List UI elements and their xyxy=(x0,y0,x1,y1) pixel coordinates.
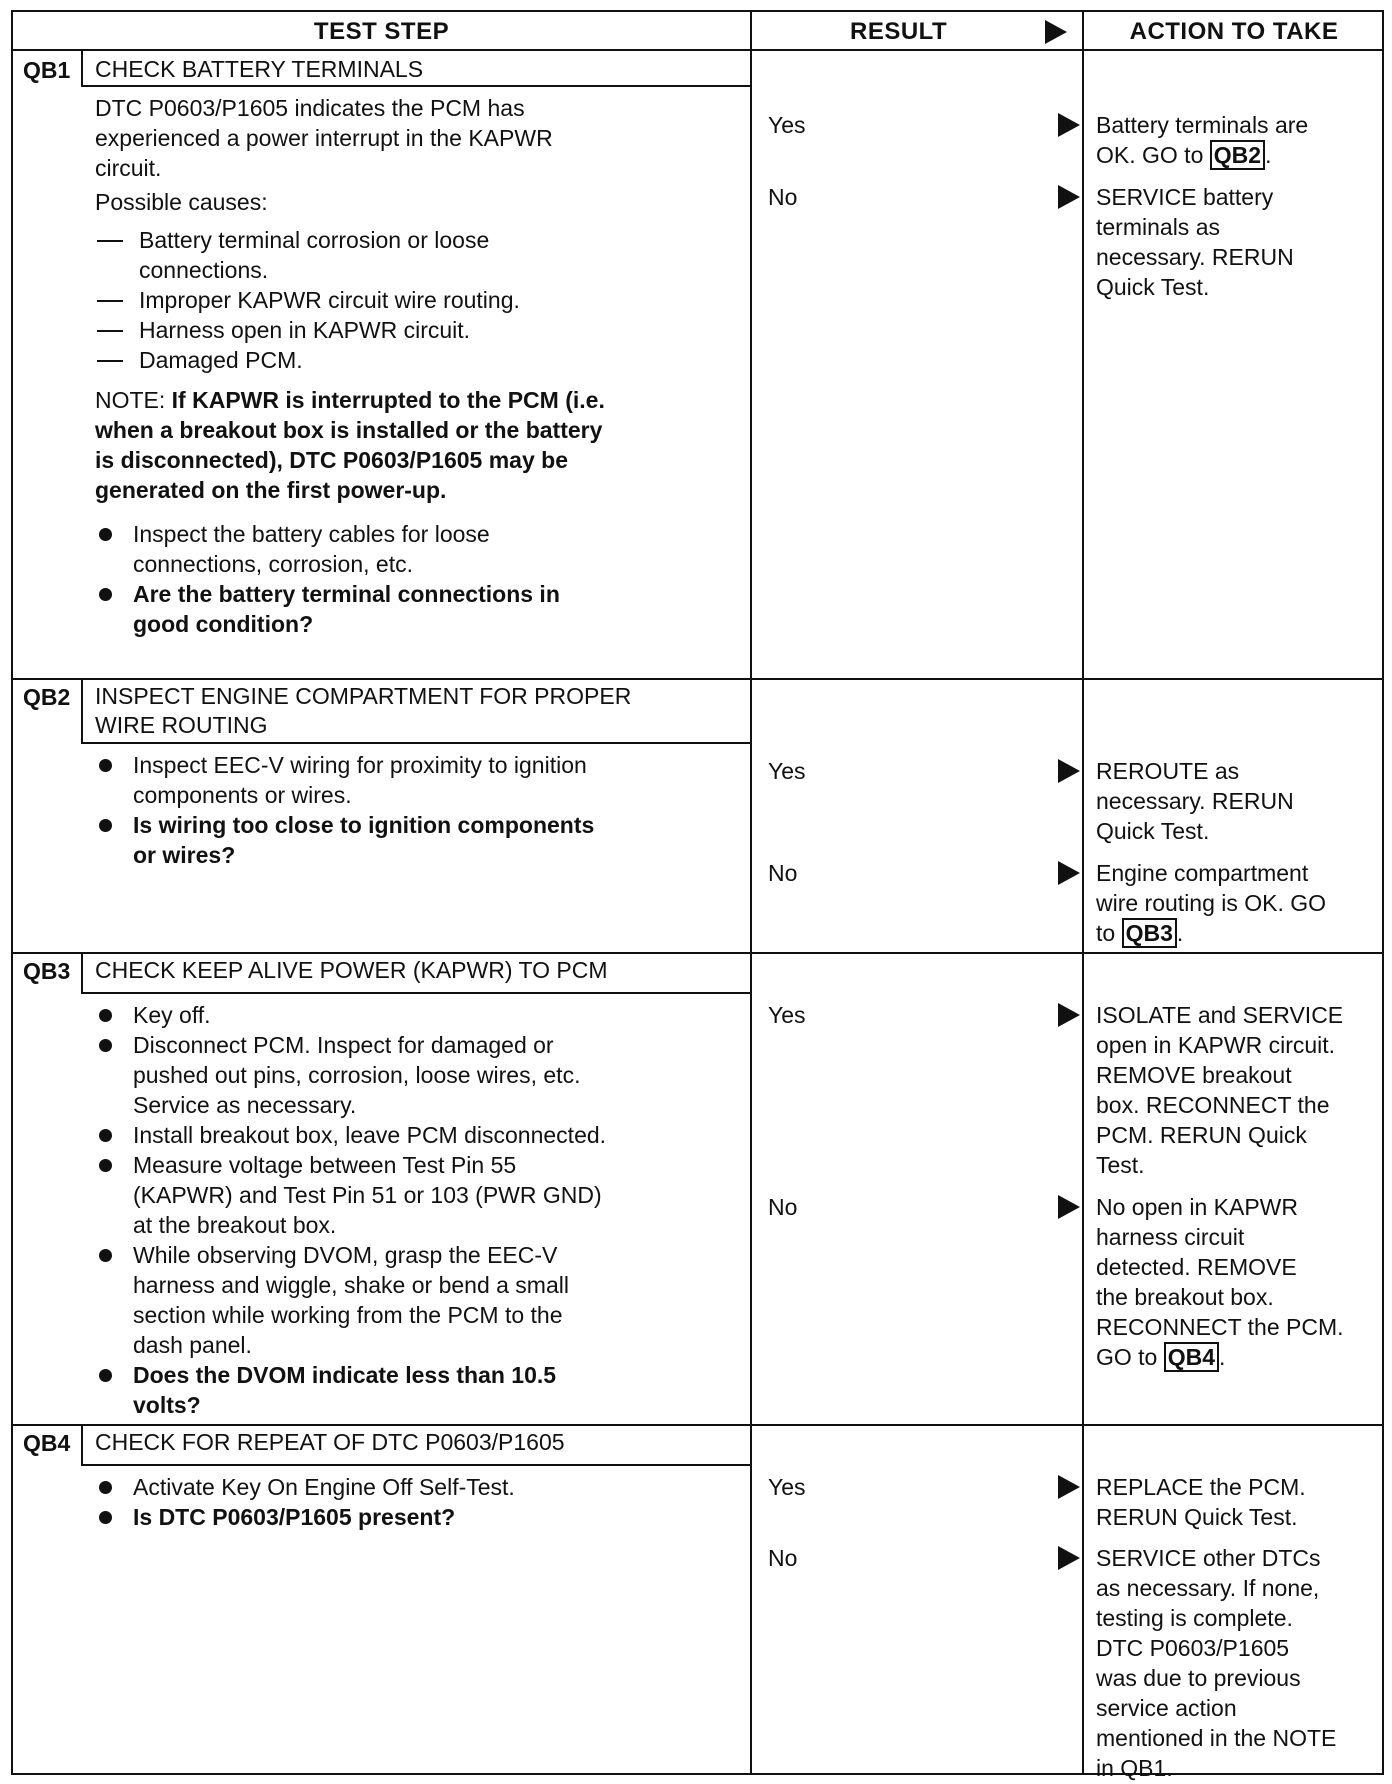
instruction-line: components or wires. xyxy=(133,782,352,808)
header-test-step: TEST STEP xyxy=(313,17,450,45)
step-id: QB1 xyxy=(23,57,71,83)
action-line: SERVICE other DTCs xyxy=(1096,1545,1321,1571)
action-line: mentioned in the NOTE xyxy=(1096,1725,1337,1751)
action-line: Test. xyxy=(1096,1152,1145,1178)
result-no: No xyxy=(768,1194,798,1220)
action-line: terminals as xyxy=(1096,214,1220,240)
instruction-line: at the breakout box. xyxy=(133,1212,337,1238)
step-title: INSPECT ENGINE COMPARTMENT FOR PROPER xyxy=(95,683,632,709)
result-yes: Yes xyxy=(768,1474,806,1500)
note-line: when a breakout box is installed or the battery xyxy=(95,417,603,443)
question-line: or wires? xyxy=(133,842,236,868)
step-title: CHECK KEEP ALIVE POWER (KAPWR) TO PCM xyxy=(95,957,608,983)
result-no: No xyxy=(768,1545,798,1571)
row-divider xyxy=(13,952,1382,954)
arrow-icon xyxy=(1058,113,1080,137)
arrow-icon xyxy=(1058,1546,1080,1570)
action-line: the breakout box. xyxy=(1096,1284,1274,1310)
note-label: NOTE: xyxy=(95,387,172,413)
action-line: Quick Test. xyxy=(1096,274,1210,300)
bullet-icon xyxy=(99,759,112,772)
instruction-line: connections, corrosion, etc. xyxy=(133,551,413,577)
action-line: PCM. RERUN Quick xyxy=(1096,1122,1307,1148)
action-line: Quick Test. xyxy=(1096,818,1210,844)
action-line: box. RECONNECT the xyxy=(1096,1092,1330,1118)
action-line: REPLACE the PCM. xyxy=(1096,1474,1306,1500)
action-line: GO to QB4 . xyxy=(1096,1344,1226,1370)
step-title-rule xyxy=(81,992,750,994)
step-id-divider xyxy=(81,51,83,85)
arrow-icon xyxy=(1058,759,1080,783)
action-line: RECONNECT the PCM. xyxy=(1096,1314,1344,1340)
dash-icon xyxy=(97,330,123,332)
header-rule xyxy=(13,49,1382,51)
description-line: circuit. xyxy=(95,155,162,181)
step-reference-link[interactable]: QB3 xyxy=(1122,918,1177,948)
result-yes: Yes xyxy=(768,758,806,784)
step-title-rule xyxy=(81,742,750,744)
bullet-icon xyxy=(99,1481,112,1494)
cause-line: Improper KAPWR circuit wire routing. xyxy=(139,287,520,313)
note-text: If KAPWR is interrupted to the PCM (i.e. xyxy=(171,387,605,413)
instruction-line: harness and wiggle, shake or bend a small xyxy=(133,1272,569,1298)
bullet-icon xyxy=(99,1159,112,1172)
dash-icon xyxy=(97,300,123,302)
step-id-divider xyxy=(81,952,83,992)
instruction-line: dash panel. xyxy=(133,1332,252,1358)
arrow-icon xyxy=(1058,1003,1080,1027)
action-line: open in KAPWR circuit. xyxy=(1096,1032,1336,1058)
instruction-line: pushed out pins, corrosion, loose wires, etc. xyxy=(133,1062,581,1088)
question-line: Is DTC P0603/P1605 present? xyxy=(133,1504,456,1530)
instruction-line: (KAPWR) and Test Pin 51 or 103 (PWR GND) xyxy=(133,1182,602,1208)
action-line: to QB3 . xyxy=(1096,920,1184,946)
result-yes: Yes xyxy=(768,1002,806,1028)
action-line: necessary. RERUN xyxy=(1096,244,1294,270)
step-id: QB4 xyxy=(23,1430,71,1456)
step-title: CHECK FOR REPEAT OF DTC P0603/P1605 xyxy=(95,1429,565,1455)
description-line: experienced a power interrupt in the KAPWR xyxy=(95,125,553,151)
instruction-line: Disconnect PCM. Inspect for damaged or xyxy=(133,1032,554,1058)
action-line: REROUTE as xyxy=(1096,758,1240,784)
instruction-line: Install breakout box, leave PCM disconnected. xyxy=(133,1122,607,1148)
header-action: ACTION TO TAKE xyxy=(1129,17,1339,45)
step-title-rule xyxy=(81,1464,750,1466)
result-no: No xyxy=(768,860,798,886)
question-line: Is wiring too close to ignition components xyxy=(133,812,595,838)
action-line: in QB1. xyxy=(1096,1755,1173,1781)
note-line: is disconnected), DTC P0603/P1605 may be xyxy=(95,447,568,473)
cause-line: Harness open in KAPWR circuit. xyxy=(139,317,471,343)
cause-line: connections. xyxy=(139,257,269,283)
row-divider xyxy=(13,1424,1382,1426)
cause-line: Damaged PCM. xyxy=(139,347,303,373)
instruction-line: Key off. xyxy=(133,1002,211,1028)
step-id: QB3 xyxy=(23,958,71,984)
bullet-icon xyxy=(99,1511,112,1524)
action-line: SERVICE battery xyxy=(1096,184,1274,210)
action-line: DTC P0603/P1605 xyxy=(1096,1635,1290,1661)
dash-icon xyxy=(97,360,123,362)
instruction-line: Service as necessary. xyxy=(133,1092,357,1118)
description-line: DTC P0603/P1605 indicates the PCM has xyxy=(95,95,525,121)
cause-line: Battery terminal corrosion or loose xyxy=(139,227,490,253)
action-line: REMOVE breakout xyxy=(1096,1062,1292,1088)
header-result: RESULT xyxy=(850,17,948,45)
action-line: as necessary. If none, xyxy=(1096,1575,1320,1601)
row-divider xyxy=(13,678,1382,680)
action-line: RERUN Quick Test. xyxy=(1096,1504,1298,1530)
step-id: QB2 xyxy=(23,684,71,710)
action-line: ISOLATE and SERVICE xyxy=(1096,1002,1344,1028)
question-line: volts? xyxy=(133,1392,201,1418)
action-line: was due to previous xyxy=(1096,1665,1301,1691)
step-reference-link[interactable]: QB4 xyxy=(1164,1342,1219,1372)
question-line: Does the DVOM indicate less than 10.5 xyxy=(133,1362,557,1388)
bullet-icon xyxy=(99,819,112,832)
instruction-line: While observing DVOM, grasp the EEC-V xyxy=(133,1242,558,1268)
possible-causes-label: Possible causes: xyxy=(95,189,268,215)
step-reference-link[interactable]: QB2 xyxy=(1210,140,1265,170)
action-line: Battery terminals are xyxy=(1096,112,1309,138)
step-id-divider xyxy=(81,1424,83,1464)
arrow-icon xyxy=(1058,185,1080,209)
instruction-line: Inspect EEC-V wiring for proximity to ignition xyxy=(133,752,587,778)
arrow-icon xyxy=(1058,1195,1080,1219)
question-line: good condition? xyxy=(133,611,314,637)
bullet-icon xyxy=(99,588,112,601)
step-title: WIRE ROUTING xyxy=(95,712,268,738)
action-line: detected. REMOVE xyxy=(1096,1254,1297,1280)
action-line: Engine compartment xyxy=(1096,860,1309,886)
action-line: service action xyxy=(1096,1695,1237,1721)
pinpoint-test-table xyxy=(11,10,1384,1781)
bullet-icon xyxy=(99,1009,112,1022)
step-title: CHECK BATTERY TERMINALS xyxy=(95,56,424,82)
instruction-line: Measure voltage between Test Pin 55 xyxy=(133,1152,517,1178)
arrow-icon xyxy=(1058,1475,1080,1499)
action-line: harness circuit xyxy=(1096,1224,1245,1250)
action-line: OK. GO to QB2 . xyxy=(1096,142,1272,168)
dash-icon xyxy=(97,240,123,242)
column-divider xyxy=(750,12,752,1773)
header-arrow-icon xyxy=(1045,20,1067,44)
result-yes: Yes xyxy=(768,112,806,138)
result-no: No xyxy=(768,184,798,210)
instruction-line: section while working from the PCM to the xyxy=(133,1302,563,1328)
bullet-icon xyxy=(99,1369,112,1382)
column-divider xyxy=(1082,12,1084,1773)
step-title-rule xyxy=(81,85,750,87)
bullet-icon xyxy=(99,1249,112,1262)
instruction-line: Activate Key On Engine Off Self-Test. xyxy=(133,1474,515,1500)
note-line xyxy=(95,385,605,415)
question-line: Are the battery terminal connections in xyxy=(133,581,560,607)
action-line: wire routing is OK. GO xyxy=(1096,890,1327,916)
action-line: necessary. RERUN xyxy=(1096,788,1294,814)
action-line: No open in KAPWR xyxy=(1096,1194,1298,1220)
arrow-icon xyxy=(1058,861,1080,885)
action-line: testing is complete. xyxy=(1096,1605,1293,1631)
instruction-line: Inspect the battery cables for loose xyxy=(133,521,490,547)
bullet-icon xyxy=(99,1039,112,1052)
bullet-icon xyxy=(99,528,112,541)
step-id-divider xyxy=(81,678,83,742)
note-line: generated on the first power-up. xyxy=(95,477,447,503)
bullet-icon xyxy=(99,1129,112,1142)
